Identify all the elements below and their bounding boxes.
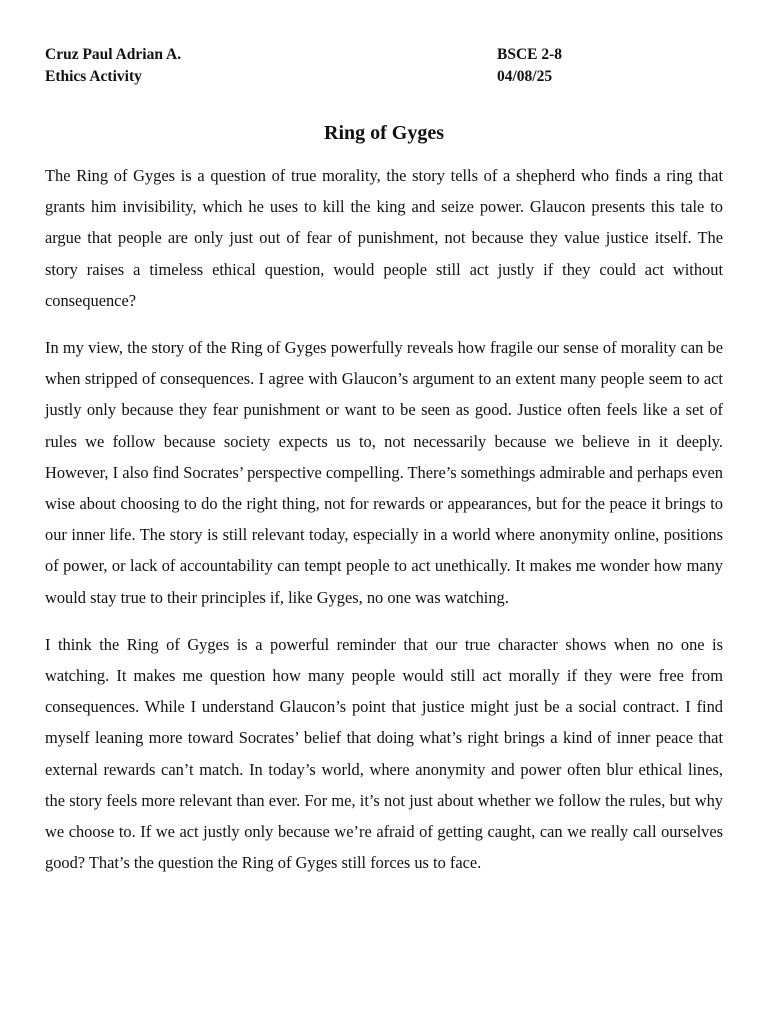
- document-header: [45, 44, 725, 92]
- document-date: 04/08/25: [497, 68, 553, 85]
- document-body: [45, 160, 723, 894]
- section-code: BSCE 2-8: [497, 46, 563, 63]
- paragraph-3: I think the Ring of Gyges is a powerful reminder that our true character shows when no one is watching. It makes me question how many people would still act morally if they were free from consequences. While I understand Glaucon’s point that justice might just be a social contract. I find myself leaning more toward Socrates’ belief that doing what’s right brings a kind of inner peace that external rewards can’t match. In today’s world, where anonymity and power often blur ethical lines, the story feels more relevant than ever. For me, it’s not just about whether we follow the rules, but why we choose to. If we act justly only because we’re afraid of getting caught, can we really call ourselves good? That’s the question the Ring of Gyges still forces us to face.: [45, 634, 723, 873]
- subject-name: Ethics Activity: [45, 68, 142, 85]
- paragraph-1: The Ring of Gyges is a question of true morality, the story tells of a shepherd who finds a ring that grants him invisibility, which he uses to kill the king and seize power. Glaucon presents this tale to argue that people are only just out of fear of punishment, not because they value justice itself. The story raises a timeless ethical question, would people still act justly if they could act without consequence?: [45, 166, 723, 310]
- paragraph-2: In my view, the story of the Ring of Gyges powerfully reveals how fragile our sense of morality can be when stripped of consequences. I agree with Glaucon’s argument to an extent many people seem to act justly only because they fear punishment or want to be seen as good. Justice often feels like a set of rules we follow because society expects us to, not necessarily because we believe in it deeply. However, I also find Socrates’ perspective compelling. There’s somethings admirable and perhaps even wise about choosing to do the right thing, not for rewards or appearances, but for the peace it brings to our inner life. The story is still relevant today, especially in a world where anonymity online, positions of power, or lack of accountability can tempt people to act unethically. It makes me wonder how many would stay true to their principles if, like Gyges, no one was watching.: [45, 338, 723, 607]
- header-right-block: [497, 44, 562, 88]
- student-name: Cruz Paul Adrian A.: [45, 46, 182, 63]
- header-left-block: [45, 44, 181, 88]
- document-title: Ring of Gyges: [324, 122, 444, 144]
